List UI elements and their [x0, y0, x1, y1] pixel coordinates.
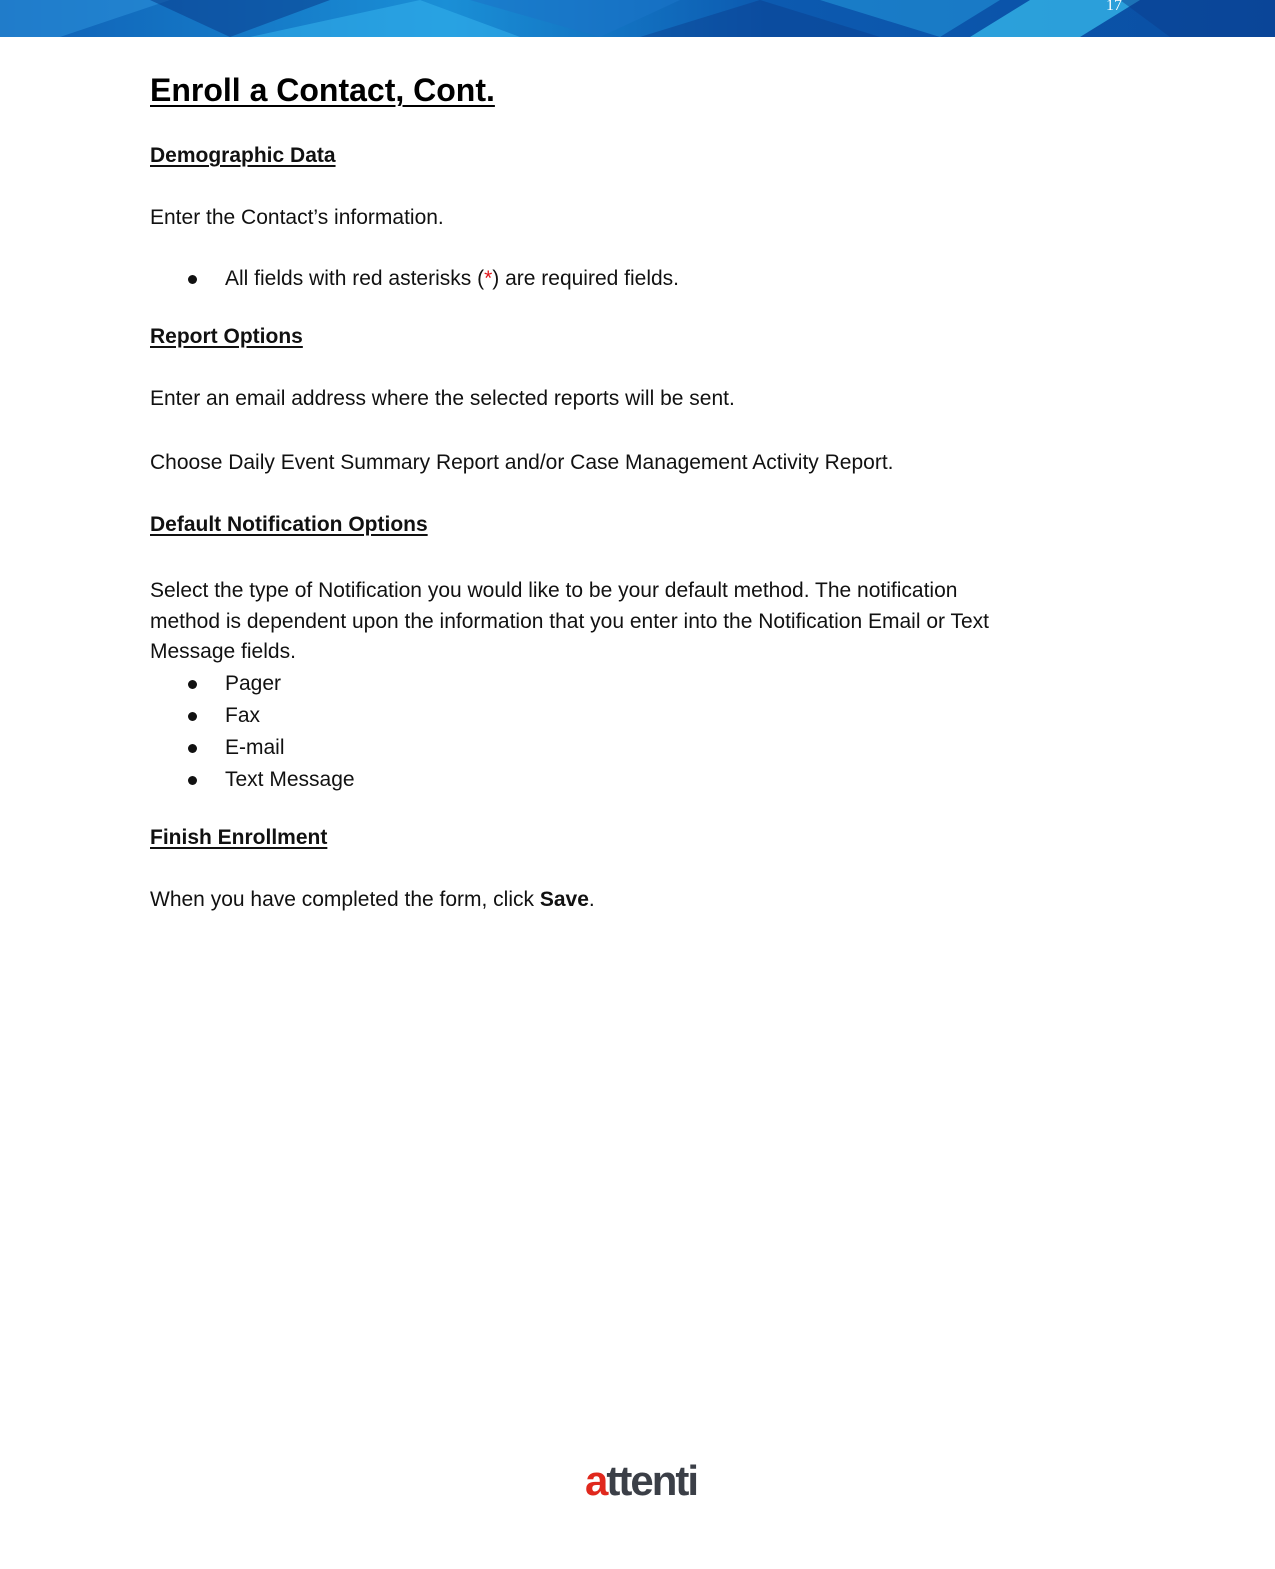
finish-text-post: .	[588, 888, 595, 911]
heading-demographic-data: Demographic Data	[150, 144, 336, 167]
required-note-post: ) are required fields.	[492, 267, 680, 290]
report-email-text: Enter an email address where the selected reports will be sent.	[150, 387, 735, 410]
option-text-message: Text Message	[225, 768, 355, 791]
save-label: Save	[539, 888, 589, 911]
red-asterisk: *	[484, 267, 493, 290]
list-item	[150, 732, 355, 764]
required-note-pre: All fields with red asterisks (	[225, 267, 485, 290]
bullet-icon	[188, 776, 197, 785]
notification-line-3: Message fields.	[150, 640, 296, 663]
notification-options-list	[150, 668, 355, 796]
bullet-icon	[188, 275, 197, 284]
logo-text: ttenti	[606, 1457, 698, 1504]
demographic-intro: Enter the Contact’s information.	[150, 206, 444, 229]
report-choice-text: Choose Daily Event Summary Report and/or Case Management Activity Report.	[150, 451, 894, 474]
bullet-icon	[188, 712, 197, 721]
logo-letter-a: a	[585, 1457, 607, 1504]
header-banner	[0, 0, 1275, 37]
list-item	[150, 764, 355, 796]
finish-text-pre: When you have completed the form, click	[150, 888, 540, 911]
banner-graphic	[0, 0, 1275, 37]
list-item	[150, 700, 355, 732]
option-email: E-mail	[225, 736, 285, 759]
page-title: Enroll a Contact, Cont.	[150, 72, 495, 108]
notification-description	[150, 576, 1150, 668]
notification-line-2: method is dependent upon the information that you enter into the Notification Email or Text	[150, 609, 989, 633]
heading-default-notification-options: Default Notification Options	[150, 513, 428, 536]
page-number: 17	[1106, 0, 1122, 14]
list-item	[150, 668, 355, 700]
attenti-logo	[585, 1456, 697, 1506]
heading-report-options: Report Options	[150, 325, 303, 348]
notification-line-1: Select the type of Notification you would like to be your default method. The notification	[150, 579, 958, 602]
list-item	[150, 263, 679, 295]
option-fax: Fax	[225, 704, 261, 727]
required-fields-list	[150, 263, 679, 295]
bullet-icon	[188, 744, 197, 753]
finish-instruction	[150, 885, 595, 916]
heading-finish-enrollment: Finish Enrollment	[150, 826, 328, 849]
option-pager: Pager	[225, 672, 282, 695]
bullet-icon	[188, 680, 197, 689]
